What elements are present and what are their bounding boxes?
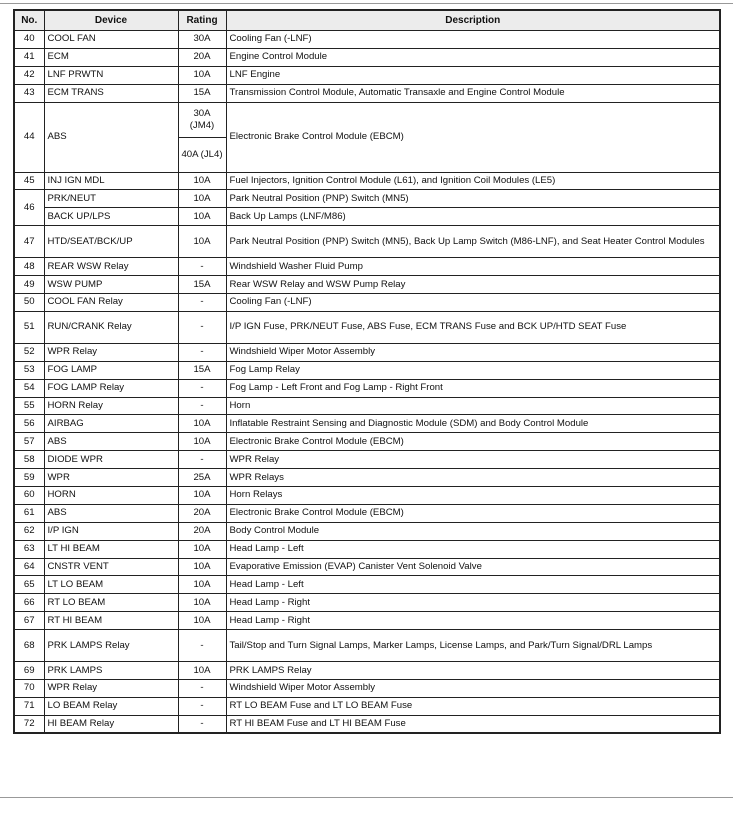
fuse-number: 48	[14, 258, 44, 276]
fuse-device: HORN Relay	[44, 397, 178, 415]
fuse-device: COOL FAN	[44, 31, 178, 49]
table-row	[14, 397, 720, 415]
bottom-divider	[0, 797, 733, 798]
table-row	[14, 172, 720, 190]
fuse-description: Engine Control Module	[226, 48, 720, 66]
fuse-rating: -	[178, 343, 226, 361]
fuse-rating: 10A	[178, 576, 226, 594]
fuse-rating: 20A	[178, 522, 226, 540]
fuse-number: 57	[14, 433, 44, 451]
fuse-description: Horn	[226, 397, 720, 415]
fuse-description: RT LO BEAM Fuse and LT LO BEAM Fuse	[226, 697, 720, 715]
fuse-device: ABS	[44, 102, 178, 172]
fuse-number: 44	[14, 102, 44, 172]
table-row	[14, 697, 720, 715]
fuse-description: RT HI BEAM Fuse and LT HI BEAM Fuse	[226, 715, 720, 733]
table-row	[14, 66, 720, 84]
fuse-device: WPR Relay	[44, 680, 178, 698]
fuse-device: HORN	[44, 487, 178, 505]
fuse-description: Inflatable Restraint Sensing and Diagnostic Module (SDM) and Body Control Module	[226, 415, 720, 433]
table-row	[14, 522, 720, 540]
fuse-rating: 30A	[178, 31, 226, 49]
fuse-number: 59	[14, 469, 44, 487]
fuse-description: Park Neutral Position (PNP) Switch (MN5)	[226, 190, 720, 208]
fuse-device: FOG LAMP	[44, 361, 178, 379]
table-row	[14, 594, 720, 612]
table-row	[14, 662, 720, 680]
fuse-device: BACK UP/LPS	[44, 208, 178, 226]
fuse-number: 72	[14, 715, 44, 733]
fuse-device: PRK LAMPS Relay	[44, 630, 178, 662]
fuse-number: 69	[14, 662, 44, 680]
fuse-description: Fuel Injectors, Ignition Control Module (L61), and Ignition Coil Modules (LE5)	[226, 172, 720, 190]
fuse-description: Head Lamp - Right	[226, 612, 720, 630]
fuse-rating: -	[178, 451, 226, 469]
fuse-number: 53	[14, 361, 44, 379]
fuse-rating: 10A	[178, 208, 226, 226]
fuse-number: 50	[14, 294, 44, 312]
table-row	[14, 190, 720, 208]
fuse-number: 46	[14, 190, 44, 226]
fuse-device: ABS	[44, 433, 178, 451]
fuse-rating: 25A	[178, 469, 226, 487]
table-row	[14, 540, 720, 558]
table-row	[14, 31, 720, 49]
table-row	[14, 258, 720, 276]
table-row	[14, 630, 720, 662]
fuse-number: 52	[14, 343, 44, 361]
fuse-device: HI BEAM Relay	[44, 715, 178, 733]
fuse-description: Park Neutral Position (PNP) Switch (MN5), Back Up Lamp Switch (M86-LNF), and Seat Heater Control Modules	[226, 226, 720, 258]
fuse-description: Back Up Lamps (LNF/M86)	[226, 208, 720, 226]
header-device: Device	[44, 10, 178, 31]
fuse-description: Evaporative Emission (EVAP) Canister Vent Solenoid Valve	[226, 558, 720, 576]
fuse-number: 63	[14, 540, 44, 558]
fuse-rating: 40A (JL4)	[178, 137, 226, 172]
fuse-device: LO BEAM Relay	[44, 697, 178, 715]
fuse-device: WPR Relay	[44, 343, 178, 361]
fuse-device: AIRBAG	[44, 415, 178, 433]
table-row	[14, 576, 720, 594]
table-row	[14, 451, 720, 469]
header-no: No.	[14, 10, 44, 31]
fuse-device: PRK/NEUT	[44, 190, 178, 208]
table-row	[14, 226, 720, 258]
fuse-device: LNF PRWTN	[44, 66, 178, 84]
fuse-rating: 20A	[178, 48, 226, 66]
fuse-description: I/P IGN Fuse, PRK/NEUT Fuse, ABS Fuse, ECM TRANS Fuse and BCK UP/HTD SEAT Fuse	[226, 311, 720, 343]
fuse-rating: -	[178, 397, 226, 415]
table-row	[14, 276, 720, 294]
fuse-number: 40	[14, 31, 44, 49]
fuse-description: Head Lamp - Left	[226, 540, 720, 558]
fuse-description: Windshield Wiper Motor Assembly	[226, 343, 720, 361]
table-row	[14, 379, 720, 397]
table-row	[14, 469, 720, 487]
table-row	[14, 102, 720, 137]
fuse-number: 41	[14, 48, 44, 66]
fuse-rating: 20A	[178, 504, 226, 522]
fuse-rating: 15A	[178, 84, 226, 102]
table-row	[14, 504, 720, 522]
fuse-rating: 10A	[178, 190, 226, 208]
fuse-device: ECM TRANS	[44, 84, 178, 102]
fuse-description: Windshield Washer Fluid Pump	[226, 258, 720, 276]
fuse-rating: 10A	[178, 172, 226, 190]
fuse-device: RT HI BEAM	[44, 612, 178, 630]
fuse-description: Cooling Fan (-LNF)	[226, 31, 720, 49]
fuse-description: WPR Relay	[226, 451, 720, 469]
fuse-device: REAR WSW Relay	[44, 258, 178, 276]
fuse-number: 56	[14, 415, 44, 433]
fuse-description: Electronic Brake Control Module (EBCM)	[226, 504, 720, 522]
table-row	[14, 558, 720, 576]
fuse-rating: 10A	[178, 415, 226, 433]
table-row	[14, 208, 720, 226]
fuse-rating: -	[178, 311, 226, 343]
fuse-description: Electronic Brake Control Module (EBCM)	[226, 433, 720, 451]
fuse-description: Fog Lamp - Left Front and Fog Lamp - Right Front	[226, 379, 720, 397]
fuse-rating: 10A	[178, 612, 226, 630]
fuse-number: 43	[14, 84, 44, 102]
fuse-device: LT LO BEAM	[44, 576, 178, 594]
fuse-device: HTD/SEAT/BCK/UP	[44, 226, 178, 258]
fuse-description: LNF Engine	[226, 66, 720, 84]
fuse-number: 68	[14, 630, 44, 662]
table-row	[14, 343, 720, 361]
fuse-device: PRK LAMPS	[44, 662, 178, 680]
fuse-device: CNSTR VENT	[44, 558, 178, 576]
fuse-rating: -	[178, 630, 226, 662]
fuse-description: Cooling Fan (-LNF)	[226, 294, 720, 312]
fuse-number: 66	[14, 594, 44, 612]
fuse-number: 45	[14, 172, 44, 190]
fuse-number: 65	[14, 576, 44, 594]
table-row	[14, 612, 720, 630]
fuse-number: 62	[14, 522, 44, 540]
fuse-rating: -	[178, 379, 226, 397]
fuse-description: Rear WSW Relay and WSW Pump Relay	[226, 276, 720, 294]
fuse-device: WSW PUMP	[44, 276, 178, 294]
header-rating: Rating	[178, 10, 226, 31]
fuse-device: ECM	[44, 48, 178, 66]
fuse-number: 47	[14, 226, 44, 258]
fuse-device: RT LO BEAM	[44, 594, 178, 612]
fuse-rating: 30A (JM4)	[178, 102, 226, 137]
table-row	[14, 294, 720, 312]
fuse-device: RUN/CRANK Relay	[44, 311, 178, 343]
fuse-number: 70	[14, 680, 44, 698]
fuse-table	[13, 9, 721, 734]
fuse-description: Body Control Module	[226, 522, 720, 540]
table-row	[14, 680, 720, 698]
header-description: Description	[226, 10, 720, 31]
fuse-description: PRK LAMPS Relay	[226, 662, 720, 680]
table-row	[14, 433, 720, 451]
fuse-rating: -	[178, 715, 226, 733]
fuse-number: 49	[14, 276, 44, 294]
fuse-number: 60	[14, 487, 44, 505]
fuse-description: WPR Relays	[226, 469, 720, 487]
fuse-description: Tail/Stop and Turn Signal Lamps, Marker Lamps, License Lamps, and Park/Turn Signal/DRL Lamps	[226, 630, 720, 662]
fuse-description: Windshield Wiper Motor Assembly	[226, 680, 720, 698]
fuse-description: Transmission Control Module, Automatic Transaxle and Engine Control Module	[226, 84, 720, 102]
table-row	[14, 48, 720, 66]
fuse-rating: 15A	[178, 361, 226, 379]
fuse-device: ABS	[44, 504, 178, 522]
fuse-number: 64	[14, 558, 44, 576]
top-divider	[0, 3, 733, 4]
fuse-number: 51	[14, 311, 44, 343]
table-row	[14, 84, 720, 102]
table-row	[14, 487, 720, 505]
fuse-rating: 10A	[178, 487, 226, 505]
fuse-description: Head Lamp - Right	[226, 594, 720, 612]
fuse-description: Fog Lamp Relay	[226, 361, 720, 379]
fuse-number: 71	[14, 697, 44, 715]
fuse-rating: -	[178, 680, 226, 698]
fuse-rating: 10A	[178, 226, 226, 258]
fuse-number: 54	[14, 379, 44, 397]
fuse-rating: 10A	[178, 66, 226, 84]
fuse-rating: 10A	[178, 540, 226, 558]
fuse-rating: 10A	[178, 433, 226, 451]
fuse-rating: 10A	[178, 594, 226, 612]
fuse-number: 61	[14, 504, 44, 522]
fuse-rating: -	[178, 294, 226, 312]
fuse-device: INJ IGN MDL	[44, 172, 178, 190]
fuse-description: Electronic Brake Control Module (EBCM)	[226, 102, 720, 172]
fuse-number: 42	[14, 66, 44, 84]
table-row	[14, 361, 720, 379]
fuse-device: FOG LAMP Relay	[44, 379, 178, 397]
table-row	[14, 311, 720, 343]
fuse-rating: 10A	[178, 558, 226, 576]
fuse-device: WPR	[44, 469, 178, 487]
fuse-description: Head Lamp - Left	[226, 576, 720, 594]
fuse-number: 58	[14, 451, 44, 469]
fuse-device: COOL FAN Relay	[44, 294, 178, 312]
fuse-device: DIODE WPR	[44, 451, 178, 469]
fuse-rating: 10A	[178, 662, 226, 680]
fuse-rating: 15A	[178, 276, 226, 294]
fuse-number: 55	[14, 397, 44, 415]
fuse-rating: -	[178, 697, 226, 715]
fuse-rating: -	[178, 258, 226, 276]
fuse-description: Horn Relays	[226, 487, 720, 505]
fuse-number: 67	[14, 612, 44, 630]
table-header-row	[14, 10, 720, 31]
table-row	[14, 715, 720, 733]
fuse-device: I/P IGN	[44, 522, 178, 540]
table-row	[14, 415, 720, 433]
fuse-device: LT HI BEAM	[44, 540, 178, 558]
